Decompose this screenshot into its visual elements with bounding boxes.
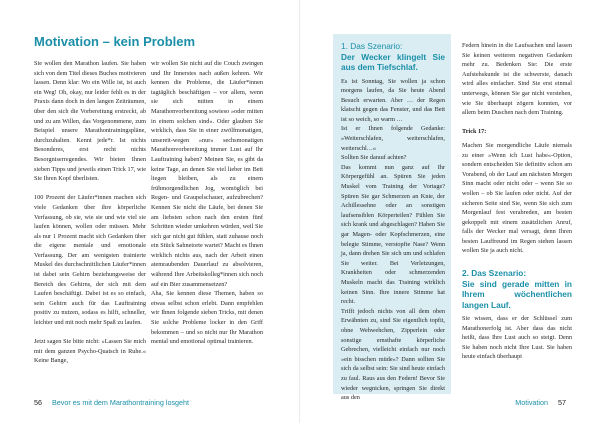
- scenario-title: Sie sind gerade mitten in Ihrem wöchentlichen langen Lauf.: [462, 278, 572, 310]
- paragraph: Das kommt nun ganz auf Ihr Körpergefühl an. Spüren Sie jeden Muskel vom Training der Vortage? Spüren Sie gar Schmerzen an Knie, der Achillessehne oder an sonstigen laufsensiblen Körperteilen? Fühlen Sie sich krank und abgeschlagen? Haben Sie gar Magen- oder Kopfschmerzen, eine belegte Stimme, verstopfte Nase? Wenn ja, dann drehen Sie sich um und schlafen Sie weiter. Bei Verletzungen, Krankheiten oder schmerzenden Muskeln macht das Training wirklich keinen Sinn. Ihre innere Stimme hat recht.: [341, 163, 445, 306]
- paragraph: 100 Prozent der Läufer*innen machen sich viele Gedanken über ihre körperliche Verfassung, ob sie, wie sie und wie viel sie laufen können, wollen oder müssen. Mehr als nur 1 Prozent macht sich Gedanken über die eigene mentale und emotionale Verfassung. Der am wenigsten trainierte Muskel des durchschnittlichen Läufer*innen ist dabei sein Gehirn beziehungsweise der Bereich des Gehirns, der sich mit dem Laufen beschäftigt. Dabei ist es so einfach, sein Gehirn auch für das Lauftraining positiv zu nutzen, sodass es hilft, schneller, leichter und mit noch mehr Spaß zu laufen.: [34, 194, 146, 327]
- right-column-1: [341, 41, 445, 403]
- page-number: 56: [34, 398, 42, 407]
- scenario-label: 2. Das Szenario:: [462, 268, 527, 279]
- scenario-heading: [341, 41, 445, 73]
- scenario-title: Der Wecker klingelt Sie aus dem Tiefschlaf.: [341, 51, 445, 72]
- right-column-2: [462, 41, 572, 362]
- left-column-1: [34, 59, 146, 366]
- trick-text: Machen Sie morgendliche Läufe niemals zu einer »Wenn ich Lust habe«-Option, sondern entscheiden Sie definitiv schon am Vorabend, ob der Lauf am nächsten Morgen Sinn macht oder nicht oder – wenn Sie so wollen – ob Sie laufen oder nicht. Auf der sicheren Seite sind Sie, wenn Sie sich zum Morgenlauf fest verabreden, am besten gekoppelt mit einem zusätzlichen Anruf, falls der Wecker mal versagt, denn Ihren besten Lauffreund im Regen stehen lassen wollen Sie ja auch nicht.: [462, 141, 572, 255]
- paragraph: Trifft jedoch nichts von all dem oben Erwähnten zu, sind Sie eigentlich topfit, ohne Wehwehchen, Zipperlein oder sonstige ernsthafte körperliche Gebrechen, vielleicht einfach nur noch »ein bisschen müde«? Dann sollten Sie sich da selbst sein: Sie sind heute einfach zu faul. Raus aus den Federn! Bevor Sie wieder wegnicken, springen Sie direkt aus den: [341, 307, 445, 402]
- paragraph: Federn hinein in die Laufsachen und lassen Sie keinen weiteren negativen Gedanken mehr zu. Bedenken Sie: Die erste Aufstehskunde ist die schwerste, danach wird alles einfacher. Sind Sie erst einmal unterwegs, können Sie gar nicht verstehen, wie Sie überhaupt zögern konnten, vor allem beim Duschen nach dem Training.: [462, 42, 572, 117]
- left-column-2: [151, 59, 263, 347]
- paragraph: Es ist Sonntag, Sie wollen ja schon morgens laufen, da Sie heute Abend Besuch erwarten. Aber … der Regen klatscht gegen das Fenster, und das Bett ist so weich, so warm …: [341, 77, 445, 123]
- footer-right: [515, 398, 566, 407]
- paragraph: wir wollen Sie nicht auf die Couch zwingen und Ihr Innerstes nach außen kehren. Wir kennen die Probleme, die Läufer*innen tagtäglich beschäftigen – vor allem, wenn sie sich mitten in einem Marathonvorbereitung sowieso »oder mitten in einem solchen sind«. Oder glauben Sie wirklich, dass Sie in einer zwölfmonatigen, unsereit-wegen »nur« sechsmonatigen Marathonvorbereitung immer Lust auf Ihr Lauftraining haben? Meinen Sie, es gibt da keine Tage, an denen Sie viel lieber im Bett liegen bleiben, als zu einem frühmorgendlichen Jog, womöglich bei Regen- und Graupelschauer, aufzubrechen? Kennen Sie nicht die Läufe, bei denen Sie am liebsten schon nach den ersten fünf Schritten wieder umkehren würden, weil Sie sich gar nicht gut fühlen, statt zuhause noch ein Stück Sahnetorte wartet? Macht es Ihnen wirklich nichts aus, nach der Arbeit einen atemraubenden Dauerlauf zu absolvieren, während Ihre Arbeitskolleg*innen sich noch auf ein Bier zusammensetzen?: [151, 60, 263, 288]
- page-number: 57: [558, 398, 566, 407]
- paragraph: Jetzt sagen Sie bitte nicht: »Lassen Sie mich mit dem ganzen Psycho-Quatsch in Ruhe.« Keine Bange,: [34, 338, 146, 365]
- page-title: Motivation – kein Problem: [34, 34, 196, 49]
- paragraph: Sie wissen, dass er der Schlüssel zum Marathonerfolg ist. Aber dass das nicht heißt, dass Ihre Lust auch so steigt. Denn Sie haben noch nicht Ihre Lust. Sie haben heute einfach überhaupt: [462, 315, 572, 361]
- scenario-heading-2: [462, 268, 572, 310]
- trick-title: Trick 17:: [462, 128, 487, 136]
- paragraph: Sollten Sie darauf achten?: [341, 154, 407, 162]
- paragraph: Ist er Ihnen folgende Gedanke: »Weiterschlafen, weiterschlafen, weiterschl…«: [341, 125, 445, 152]
- scenario-label: 1. Das Szenario:: [341, 41, 403, 51]
- footer-left: [34, 398, 189, 407]
- running-head: Bevor es mit dem Marathontraining losgeht: [52, 398, 190, 407]
- paragraph: Sie wollen den Marathon laufen. Sie haben sich von dem Titel dieses Buches motivieren lassen. Denn klar: Wo ein Wille ist, ist auch ein Weg! Oh, okay, nur leider fehlt es in der Praxis dann doch in den langen Zeiträumen, über den sich die Vorbereitung erstreckt, ab und zu am Willen, das Vorgenommene, zum Beispiel unsere Marathontrainingspläne, durchzuhalten. Kennt jede*r. Ist nichts Besonderes, erst recht nichts Besorgniserregendes. Wir bieten Ihnen sieben Tipps und jeweils einen Trick 17, wie Sie Ihren Kopf überlisten.: [34, 60, 146, 183]
- paragraph: Aha, Sie kennen diese Themen, haben so etwas selbst schon erlebt. Dann empfehlen wir Ihnen folgende sieben Tricks, mit denen Sie solche Probleme locker in den Griff bekommen – und so nicht nur Ihr Marathon mental und emotional optimal trainieren.: [151, 290, 263, 346]
- running-head: Motivation: [515, 398, 548, 407]
